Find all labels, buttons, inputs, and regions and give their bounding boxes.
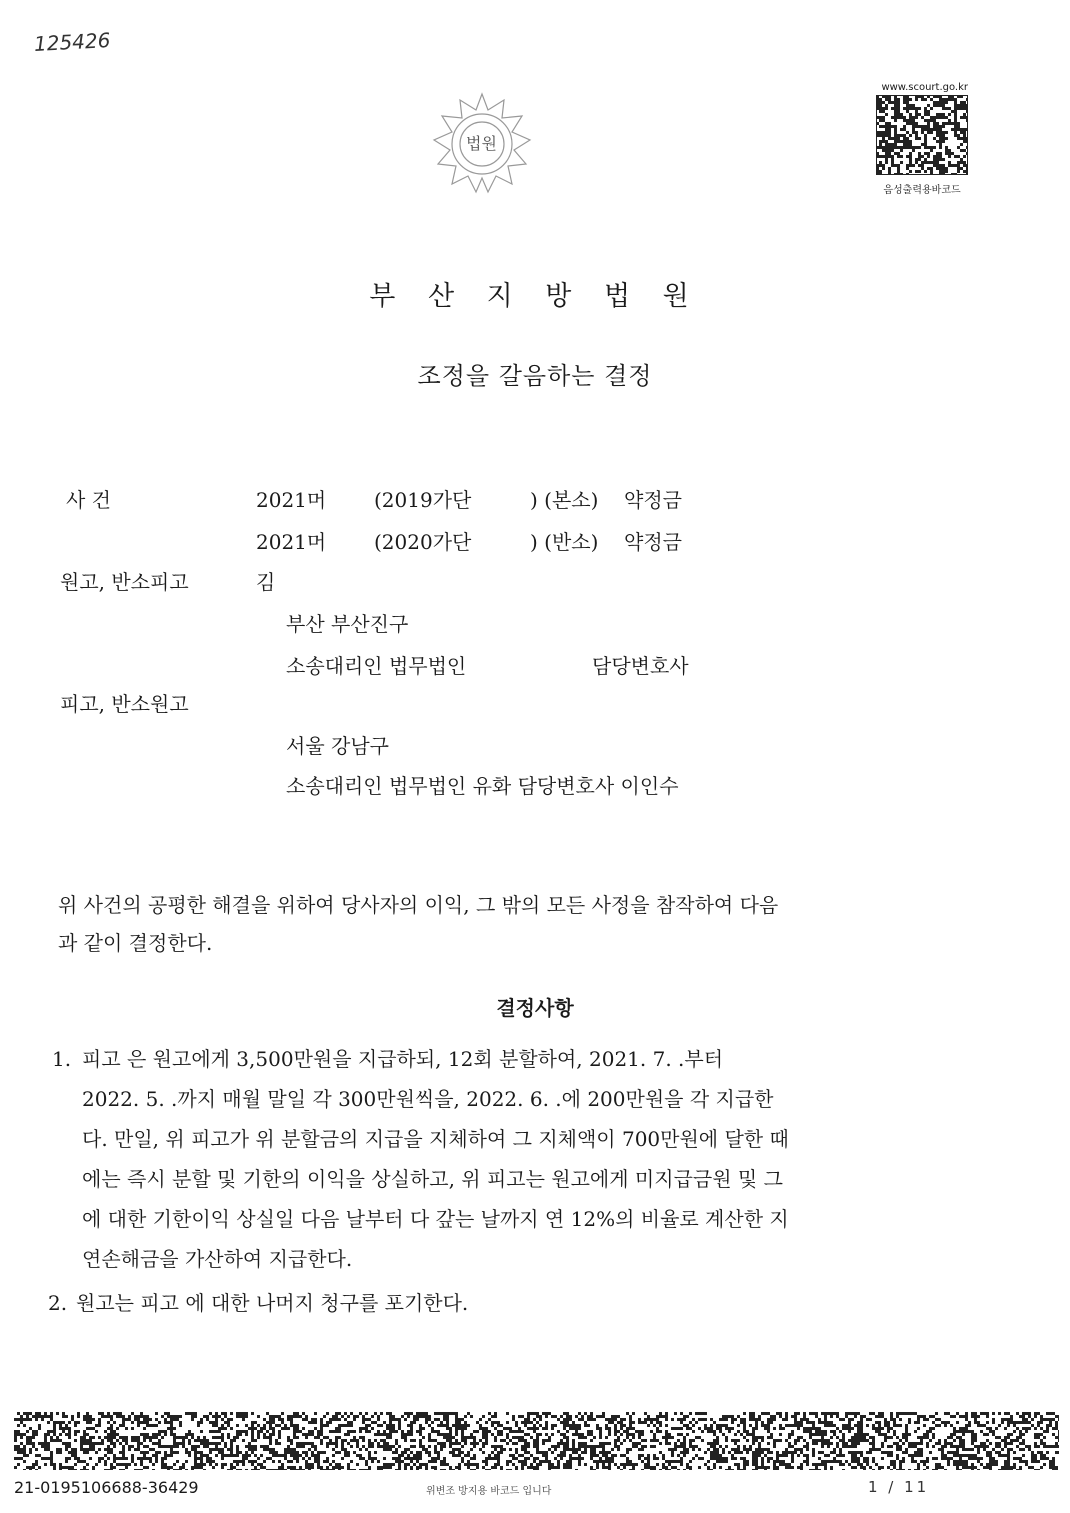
anti-forgery-barcode-icon [14,1412,1059,1470]
handwritten-note: 125426 [33,28,111,56]
item-2-text: 원고는 피고 에 대한 나머지 청구를 포기한다. [76,1291,469,1315]
plaintiff-address: 부산 부산진구 [286,612,409,636]
page-number: 1 / 11 [868,1478,930,1496]
emblem-label: 법원 [466,134,497,153]
item-1-line: 에 대한 기한이익 상실일 다음 날부터 다 갚는 날까지 연 12%의 비율로 계산한 지 [82,1207,789,1231]
intro-line-1: 위 사건의 공평한 해결을 위하여 당사자의 이익, 그 밖의 모든 사정을 참작하여 다음 [58,893,779,917]
qr-url: www.scourt.go.kr [881,82,968,93]
item-1-line: 에는 즉시 분할 및 기한의 이익을 상실하고, 위 피고는 원고에게 미지급금원 및 그 [82,1167,783,1191]
intro-line-2: 과 같이 결정한다. [58,931,213,955]
item-1-line: 다. 만일, 위 피고가 위 분할금의 지급을 지체하여 그 지체액이 700만원에 달한 때 [82,1127,789,1151]
case-type-1: ) (본소) [530,488,599,512]
case-no-2: 2021머 [256,530,327,554]
document-number: 21-0195106688-36429 [14,1478,199,1497]
qr-caption: 음성출력용바코드 [883,185,961,196]
plaintiff-lawyer: 담당변호사 [592,654,689,678]
defendant-agent: 소송대리인 법무법인 유화 담당변호사 이인수 [286,774,679,798]
item-1-line: 피고 은 원고에게 3,500만원을 지급하되, 12회 분할하여, 2021. 7. .부터 [82,1047,724,1071]
defendant-label: 피고, 반소원고 [60,692,189,716]
item-1-line: 연손해금을 가산하여 지급한다. [82,1247,353,1271]
case-claim-2: 약정금 [624,530,682,554]
qr-code-icon [876,95,968,175]
barcode-notice: 위변조 방지용 바코드 입니다 [426,1486,552,1497]
case-type-2: ) (반소) [530,530,599,554]
case-orig-1: (2019가단 [374,488,472,512]
section-title: 결정사항 [496,996,574,1020]
plaintiff-label: 원고, 반소피고 [60,570,189,594]
plaintiff-name: 김 [256,570,276,594]
item-1-number: 1. [52,1047,72,1071]
defendant-address: 서울 강남구 [286,734,389,758]
case-orig-2: (2020가단 [374,530,472,554]
document-title: 조정을 갈음하는 결정 [417,362,653,390]
qr-block [876,82,968,196]
court-name: 부 산 지 방 법 원 [369,281,701,312]
case-claim-1: 약정금 [624,488,682,512]
item-2-number: 2. [48,1291,68,1315]
plaintiff-agent: 소송대리인 법무법인 [286,654,467,678]
court-emblem-icon [426,88,538,200]
case-label: 사 건 [66,488,111,512]
item-1-line: 2022. 5. .까지 매월 말일 각 300만원씩을, 2022. 6. .에 200만원을 각 지급한 [82,1087,774,1111]
case-no-1: 2021머 [256,488,327,512]
